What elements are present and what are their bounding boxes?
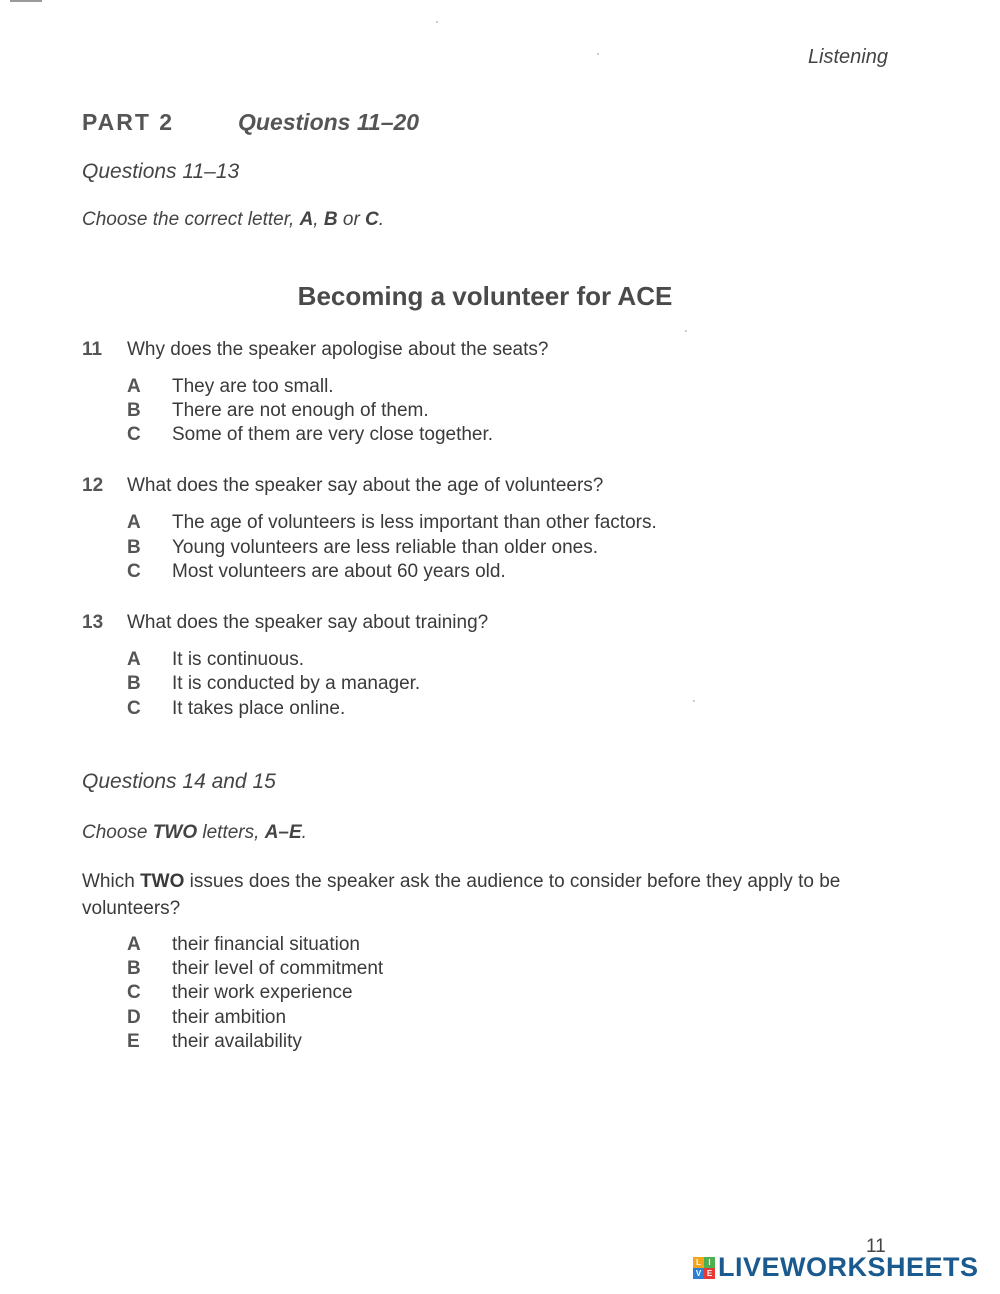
question-14-15: Which TWO issues does the speaker ask the audience to consider before they apply to be volunteers? (82, 871, 841, 919)
question-number: 12 (82, 475, 104, 496)
question-text: Why does the speaker apologise about the seats? (127, 339, 549, 360)
page-title: Becoming a volunteer for ACE (297, 281, 673, 311)
option-12-c[interactable]: C Most volunteers are about 60 years old. (127, 561, 506, 582)
question-text: What does the speaker say about the age of volunteers? (127, 475, 604, 496)
group2-instruction: Choose TWO letters, A–E. (82, 822, 307, 843)
option-13-a[interactable]: A It is continuous. (127, 649, 305, 670)
option-13-c[interactable]: C It takes place online. (127, 698, 346, 719)
option-13-b[interactable]: B It is conducted by a manager. (127, 673, 421, 694)
scan-speck (693, 700, 695, 702)
option-11-b[interactable]: B There are not enough of them. (127, 400, 429, 421)
option-14-c[interactable]: C their work experience (127, 982, 353, 1003)
group1-heading: Questions 11–13 (82, 160, 240, 183)
option-14-a[interactable]: A their financial situation (127, 934, 360, 955)
scan-speck (597, 53, 599, 55)
section-label: Listening (807, 46, 888, 68)
question-text: What does the speaker say about training? (127, 612, 489, 633)
option-12-a[interactable]: A The age of volunteers is less important than other factors. (127, 512, 657, 533)
page-number: 11 (866, 1236, 886, 1257)
option-11-a[interactable]: A They are too small. (127, 376, 334, 397)
option-14-b[interactable]: B their level of commitment (127, 958, 384, 979)
part-questions: Questions 11–20 (238, 109, 420, 135)
option-12-b[interactable]: B Young volunteers are less reliable than older ones. (127, 537, 599, 558)
question-11 (82, 339, 548, 361)
scan-speck (436, 21, 438, 23)
question-number: 13 (82, 612, 104, 633)
liveworksheets-brand[interactable] (693, 1252, 979, 1283)
question-13 (82, 612, 488, 634)
brand-text: LIVEWORKSHEETS (718, 1252, 979, 1282)
question-12 (82, 475, 603, 497)
scan-speck (685, 330, 687, 332)
question-number: 11 (82, 339, 103, 360)
group1-instruction: Choose the correct letter, A, B or C. (82, 209, 385, 230)
group2-heading: Questions 14 and 15 (82, 770, 276, 793)
liveworksheets-logo-icon: L I V E (693, 1257, 715, 1279)
option-14-d[interactable]: D their ambition (127, 1007, 287, 1028)
option-11-c[interactable]: C Some of them are very close together. (127, 424, 494, 445)
top-rule (10, 0, 42, 2)
option-14-e[interactable]: E their availability (127, 1031, 302, 1052)
part-label: PART 2 (82, 109, 175, 135)
